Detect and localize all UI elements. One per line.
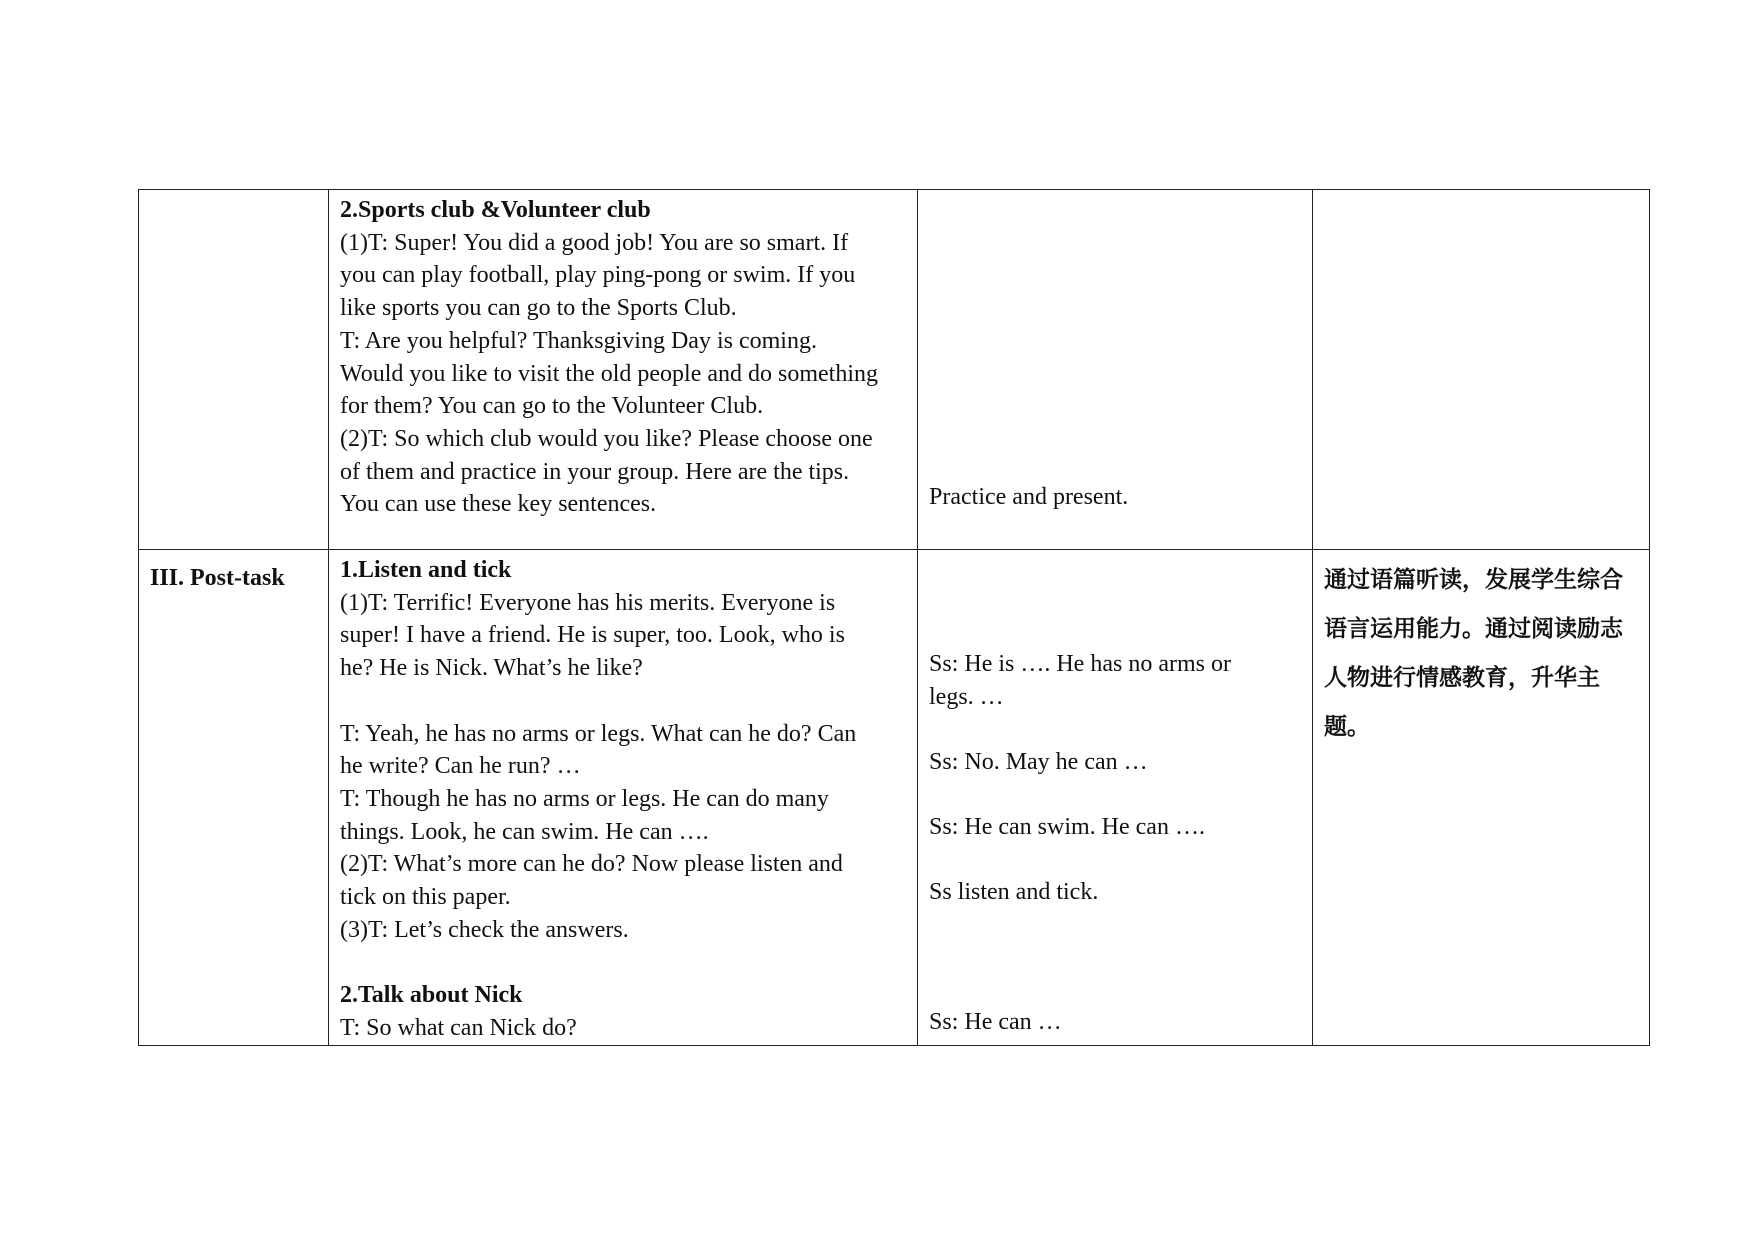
teacher-activity-text [340,554,906,1045]
student-line: Ss: No. May he can … [929,749,1148,775]
stage-cell [139,190,329,550]
teacher-line: Would you like to visit the old people and do something [340,360,879,387]
table-row [139,190,1650,550]
teacher-line: (1)T: Terrific! Everyone has his merits. Everyone is [340,589,836,616]
student-line: Ss: He is …. He has no arms or [929,651,1231,677]
teacher-line: for them? You can go to the Volunteer Club. [340,393,764,420]
lesson-plan-table [138,189,1650,1046]
purpose-text: 通过语篇听读，发展学生综合语言运用能力。通过阅读励志人物进行情感教育，升华主题。 [1324,567,1623,740]
teacher-line: (2)T: What’s more can he do? Now please listen and [340,851,843,878]
stage-label: III. Post-task [150,565,285,591]
teacher-line: T: Are you helpful? Thanksgiving Day is coming. [340,327,817,354]
teacher-line: super! I have a friend. He is super, too. Look, who is [340,622,845,649]
stage-cell [139,550,329,1046]
teacher-activity-cell [329,190,918,550]
student-line: legs. … [929,684,1004,710]
teacher-line: he? He is Nick. What’s he like? [340,655,643,682]
teacher-activity-text [340,194,906,521]
student-line: Ss: He can swim. He can …. [929,814,1205,840]
teacher-line: things. Look, he can swim. He can …. [340,818,709,845]
teacher-line: he write? Can he run? … [340,753,581,780]
student-activity-cell [918,190,1313,550]
teacher-line: (2)T: So which club would you like? Please choose one [340,425,873,452]
student-line: Ss: He can … [929,1009,1062,1035]
teacher-line: of them and practice in your group. Here are the tips. [340,458,850,485]
teacher-line: like sports you can go to the Sports Club. [340,295,737,322]
teacher-line: T: Though he has no arms or legs. He can do many [340,785,829,812]
teacher-line [340,946,906,979]
teacher-line: tick on this paper. [340,884,511,911]
purpose-cell [1313,550,1650,1046]
section-heading: 2.Sports club &Volunteer club [340,197,651,223]
section-heading: 2.Talk about Nick [340,982,523,1009]
student-activity-cell [918,550,1313,1046]
student-activity-text: Practice and present. [929,484,1129,510]
teacher-line [340,685,906,718]
teacher-line: You can use these key sentences. [340,491,657,518]
section-heading: 1.Listen and tick [340,557,512,583]
teacher-line: T: Yeah, he has no arms or legs. What can he do? Can [340,720,857,747]
teacher-line: (1)T: Super! You did a good job! You are so smart. If [340,229,849,256]
purpose-cell [1313,190,1650,550]
table-row [139,550,1650,1046]
teacher-activity-cell [329,550,918,1046]
teacher-line: you can play football, play ping-pong or swim. If you [340,262,856,289]
teacher-line: (3)T: Let’s check the answers. [340,916,629,943]
teacher-line: T: So what can Nick do? [340,1014,577,1041]
student-line: Ss listen and tick. [929,879,1099,905]
